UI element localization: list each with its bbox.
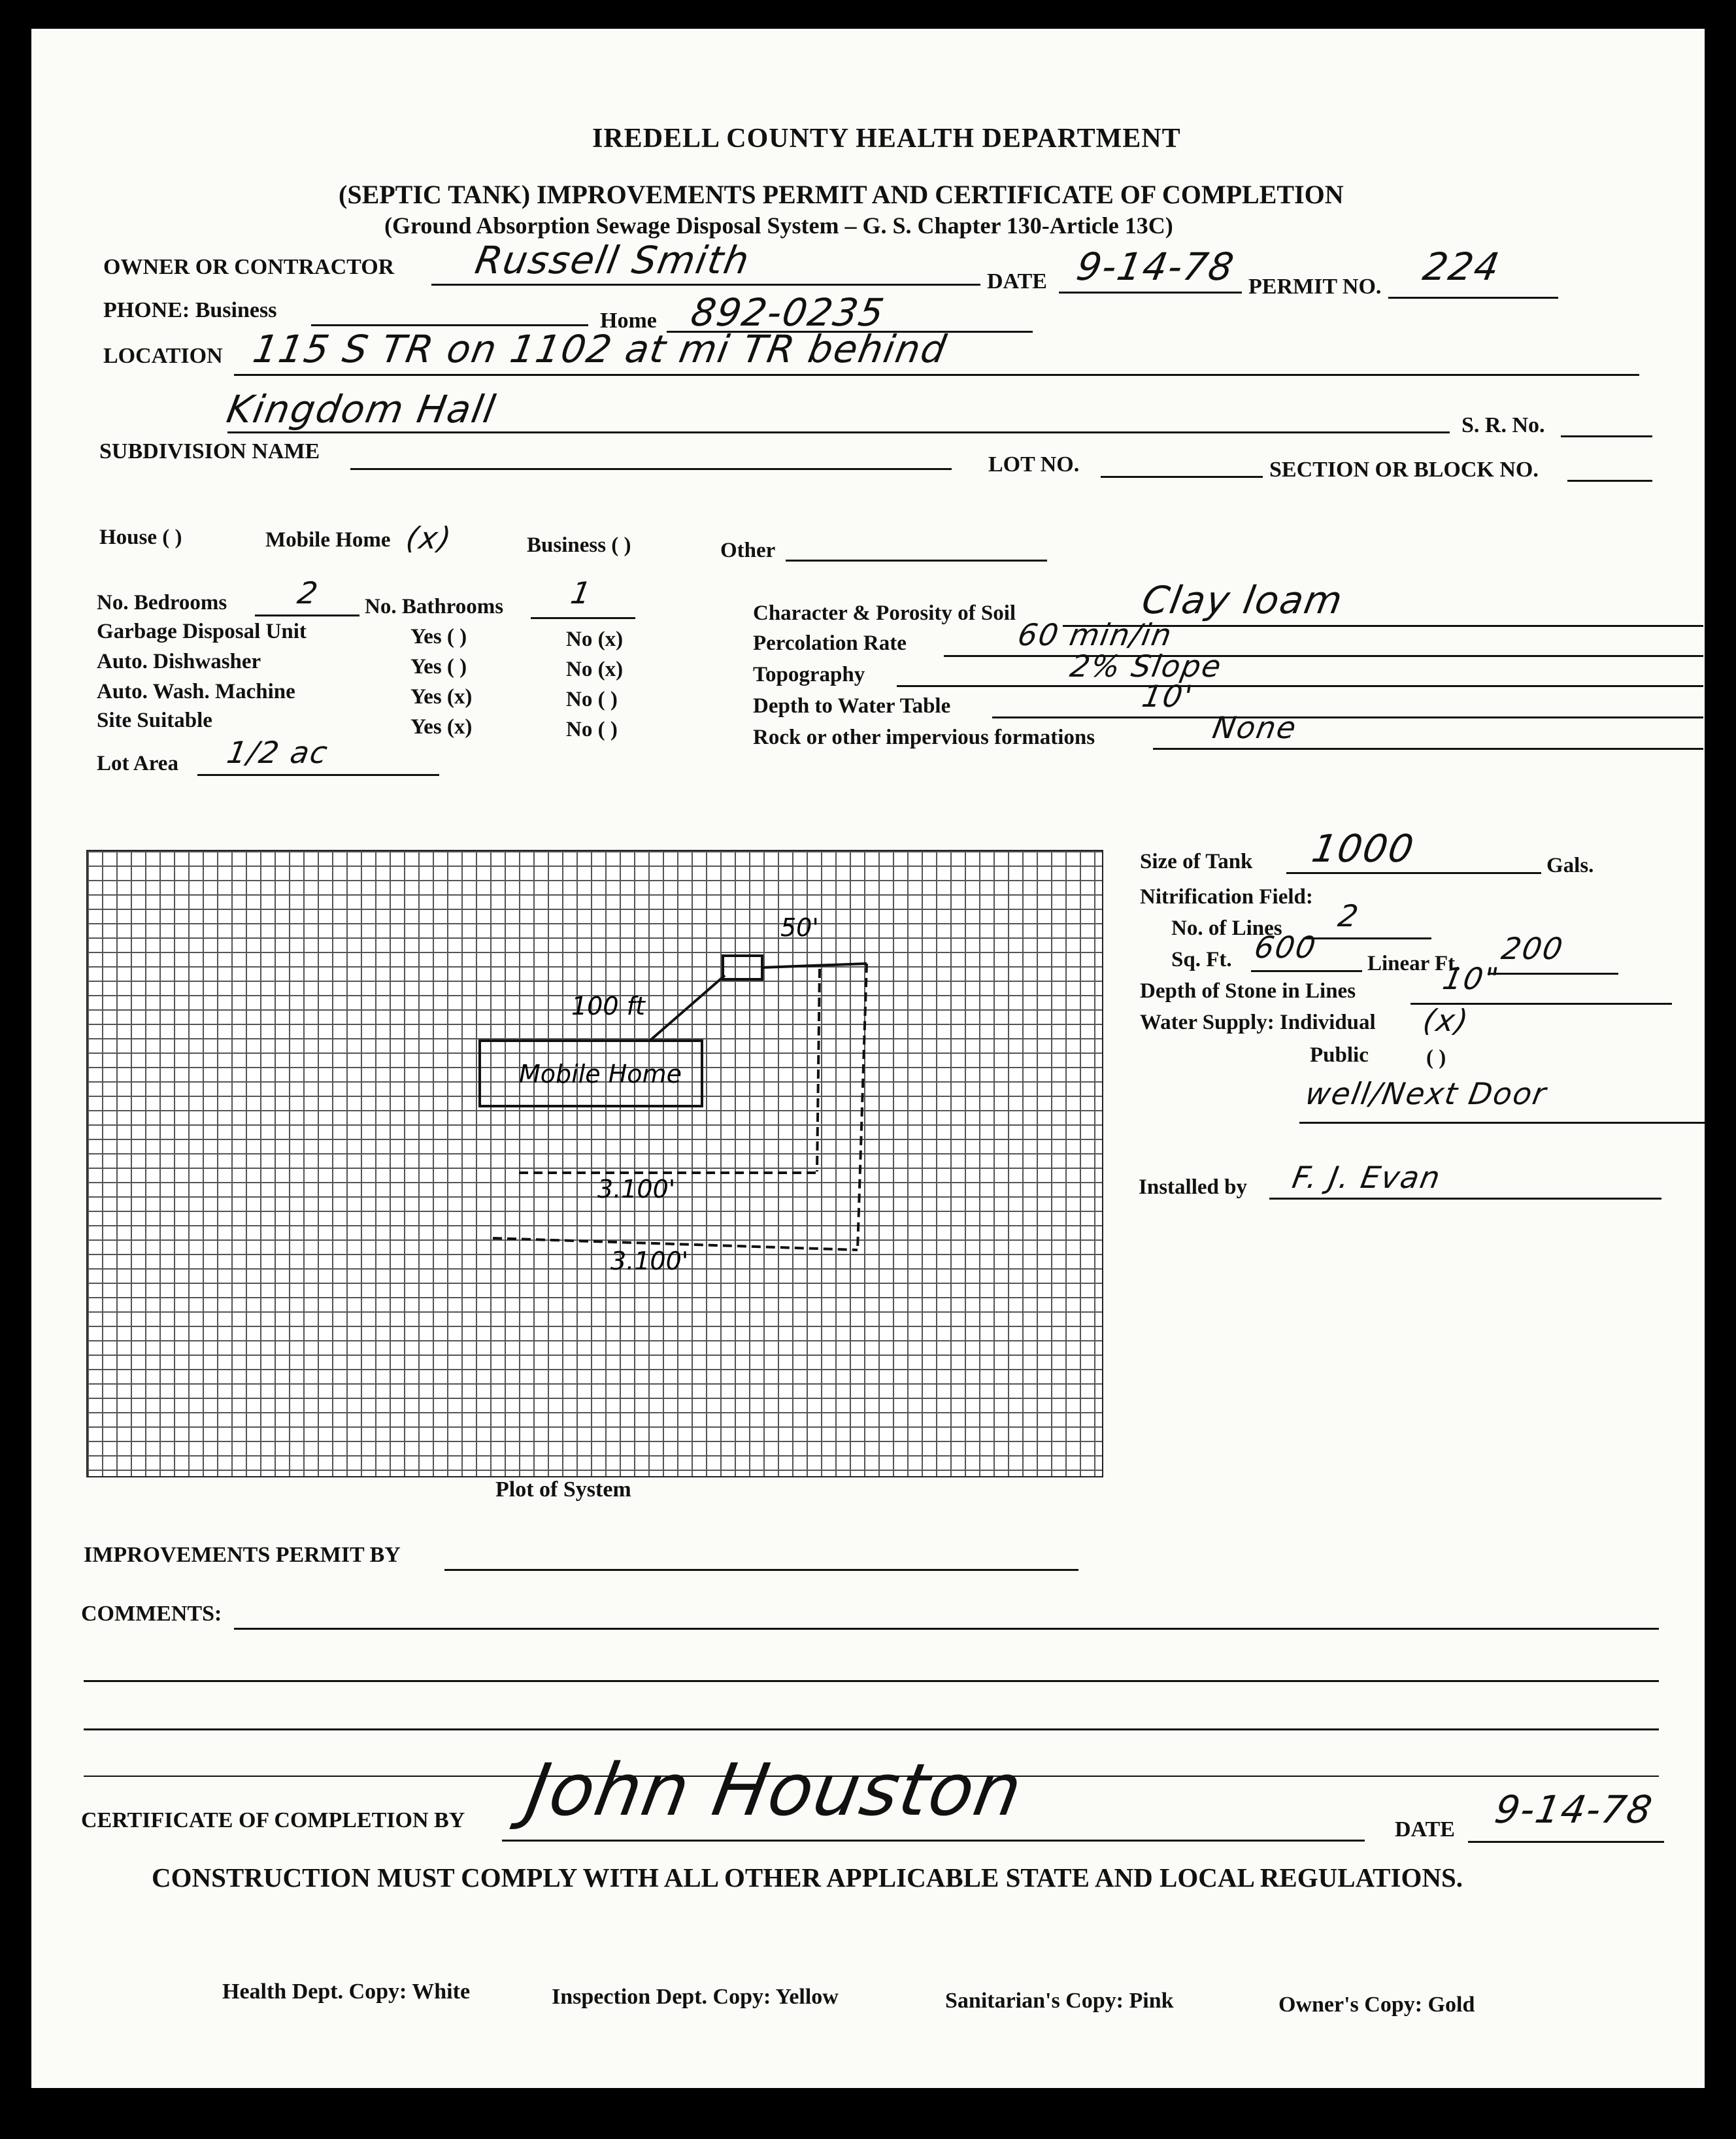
sqft-line xyxy=(1251,970,1362,972)
compliance-notice: CONSTRUCTION MUST COMPLY WITH ALL OTHER APPLICABLE STATE AND LOCAL REGULATIONS. xyxy=(152,1862,1463,1893)
wash-no: No ( ) xyxy=(566,688,618,711)
character-label: Character & Porosity of Soil xyxy=(753,601,1016,625)
topography-line xyxy=(897,685,1703,687)
tank-size-value: 1000 xyxy=(1309,826,1418,871)
plot-sketch xyxy=(88,851,1102,1476)
comments-label: COMMENTS: xyxy=(81,1602,222,1626)
installed-label: Installed by xyxy=(1139,1175,1247,1199)
installed-value: F. J. Evan xyxy=(1290,1160,1444,1195)
certificate-signature: John Houston xyxy=(520,1748,1029,1832)
lot-area-line xyxy=(197,774,439,776)
location-label: LOCATION xyxy=(103,344,223,368)
owner-label: OWNER OR CONTRACTOR xyxy=(103,255,395,279)
mobile-home-mark: (x) xyxy=(403,520,455,556)
sqft-value: 600 xyxy=(1252,930,1320,965)
date-line xyxy=(1059,292,1242,294)
bathrooms-line xyxy=(531,617,635,619)
location-line-1 xyxy=(234,374,1639,376)
lot-label: LOT NO. xyxy=(988,452,1080,477)
permit-by-label: IMPROVEMENTS PERMIT BY xyxy=(84,1543,401,1567)
plot-line-dash-1 xyxy=(817,969,820,1171)
mobile-home-label: Mobile Home xyxy=(265,528,391,552)
owner-line xyxy=(431,284,980,286)
comments-line-1 xyxy=(234,1628,1659,1630)
location-line-2 xyxy=(227,431,1450,433)
copy-health: Health Dept. Copy: White xyxy=(222,1979,471,2004)
lot-area-value: 1/2 ac xyxy=(224,735,331,770)
form-subtitle: (Ground Absorption Sewage Disposal System – G. S. Chapter 130-Article 13C) xyxy=(384,212,1173,239)
other-line xyxy=(786,560,1047,562)
rock-line xyxy=(1153,748,1703,750)
tank-size-label: Size of Tank xyxy=(1140,850,1253,873)
wash-yes: Yes (x) xyxy=(410,685,473,709)
site-no: No ( ) xyxy=(566,718,618,741)
stone-value: 10" xyxy=(1440,961,1503,996)
location-line2: Kingdom Hall xyxy=(224,387,500,431)
date-label: DATE xyxy=(987,269,1047,294)
public-label: Public xyxy=(1310,1043,1369,1067)
comments-line-2 xyxy=(84,1680,1659,1682)
permit-by-line xyxy=(444,1569,1078,1571)
water-table-line xyxy=(992,716,1703,718)
site-label: Site Suitable xyxy=(97,709,212,732)
sr-line xyxy=(1561,435,1652,437)
bathrooms-value: 1 xyxy=(568,575,595,611)
sr-label: S. R. No. xyxy=(1461,413,1545,437)
lot-line xyxy=(1101,476,1263,478)
section-label: SECTION OR BLOCK NO. xyxy=(1269,458,1539,482)
plot-grid xyxy=(86,850,1103,1477)
perc-line xyxy=(944,655,1703,657)
phone-business-label: PHONE: Business xyxy=(103,298,277,322)
certificate-date-label: DATE xyxy=(1395,1817,1455,1842)
copy-sanitarian: Sanitarian's Copy: Pink xyxy=(945,1989,1174,2013)
certificate-date-line xyxy=(1468,1841,1664,1843)
water-note: well/Next Door xyxy=(1303,1076,1550,1111)
perc-value: 60 min/in xyxy=(1015,617,1176,652)
permit-line xyxy=(1388,297,1558,299)
location-line1: 115 S TR on 1102 at mi TR behind xyxy=(250,327,951,371)
phone-home-value: 892-0235 xyxy=(688,290,889,335)
business-option: Business ( ) xyxy=(527,533,631,557)
plot-pipe-2 xyxy=(762,964,867,968)
water-table-label: Depth to Water Table xyxy=(753,694,951,718)
owner-value: Russell Smith xyxy=(472,238,754,282)
lines-label: No. of Lines xyxy=(1171,917,1282,940)
gals-label: Gals. xyxy=(1546,854,1594,877)
perc-label: Percolation Rate xyxy=(753,632,907,655)
water-supply-label: Water Supply: Individual xyxy=(1140,1011,1376,1034)
plot-pipe-1 xyxy=(650,975,725,1041)
lines-value: 2 xyxy=(1335,898,1363,934)
bedrooms-value: 2 xyxy=(295,575,322,611)
garbage-no: No (x) xyxy=(566,628,624,651)
plot-label-0: 100 ft xyxy=(571,992,645,1020)
public-mark: ( ) xyxy=(1426,1046,1446,1070)
water-note-line xyxy=(1299,1122,1705,1124)
permit-label: PERMIT NO. xyxy=(1248,275,1382,299)
certificate-line xyxy=(502,1840,1365,1842)
bedrooms-line xyxy=(255,615,359,616)
stone-label: Depth of Stone in Lines xyxy=(1140,979,1356,1003)
nitrification-label: Nitrification Field: xyxy=(1140,885,1313,909)
copy-inspection: Inspection Dept. Copy: Yellow xyxy=(552,1985,839,2009)
plot-line-dash-2 xyxy=(858,964,867,1250)
linear-label: Linear Ft. xyxy=(1367,952,1461,975)
form-title: (SEPTIC TANK) IMPROVEMENTS PERMIT AND CERTIFICATE OF COMPLETION xyxy=(339,180,1344,209)
permit-form xyxy=(31,29,1705,2088)
date-value: 9-14-78 xyxy=(1073,244,1239,289)
comments-line-3 xyxy=(84,1728,1659,1730)
dishwasher-label: Auto. Dishwasher xyxy=(97,650,261,673)
garbage-yes: Yes ( ) xyxy=(410,625,467,648)
copy-owner: Owner's Copy: Gold xyxy=(1278,1993,1475,2017)
rock-value: None xyxy=(1210,710,1300,745)
certificate-label: CERTIFICATE OF COMPLETION BY xyxy=(81,1808,465,1832)
house-option: House ( ) xyxy=(99,526,182,549)
water-individual-mark: (x) xyxy=(1420,1003,1472,1038)
garbage-label: Garbage Disposal Unit xyxy=(97,620,307,643)
linear-line xyxy=(1488,973,1618,975)
permit-value: 224 xyxy=(1420,244,1504,289)
plot-label-1: Mobile Home xyxy=(519,1060,682,1088)
section-line xyxy=(1567,480,1652,482)
tank-size-line xyxy=(1286,872,1541,874)
plot-label-3: 3.100' xyxy=(610,1247,689,1275)
plot-caption: Plot of System xyxy=(495,1477,631,1502)
topography-value: 2% Slope xyxy=(1067,648,1225,684)
plot-label-2: 3.100' xyxy=(597,1175,676,1204)
linear-value: 200 xyxy=(1499,931,1567,966)
installed-line xyxy=(1269,1198,1661,1200)
dishwasher-no: No (x) xyxy=(566,658,624,681)
rock-label: Rock or other impervious formations xyxy=(753,726,1095,749)
plot-label-4: 50' xyxy=(780,913,819,942)
bedrooms-label: No. Bedrooms xyxy=(97,591,227,615)
subdivision-line xyxy=(350,468,952,470)
phone-home-label: Home xyxy=(600,309,657,333)
site-yes: Yes (x) xyxy=(410,715,473,739)
topography-label: Topography xyxy=(753,663,865,686)
sqft-label: Sq. Ft. xyxy=(1171,948,1232,971)
plot-tank-rect xyxy=(723,956,762,979)
bathrooms-label: No. Bathrooms xyxy=(365,595,504,618)
wash-label: Auto. Wash. Machine xyxy=(97,680,295,703)
subdivision-label: SUBDIVISION NAME xyxy=(99,439,320,463)
dishwasher-yes: Yes ( ) xyxy=(410,655,467,679)
other-label: Other xyxy=(720,539,776,562)
lot-area-label: Lot Area xyxy=(97,752,178,775)
department-title: IREDELL COUNTY HEALTH DEPARTMENT xyxy=(592,124,1181,154)
lines-line xyxy=(1303,937,1431,939)
business-phone-line xyxy=(311,324,588,326)
character-value: Clay loam xyxy=(1139,578,1347,622)
certificate-date-value: 9-14-78 xyxy=(1492,1787,1657,1832)
water-table-value: 10' xyxy=(1139,679,1196,714)
